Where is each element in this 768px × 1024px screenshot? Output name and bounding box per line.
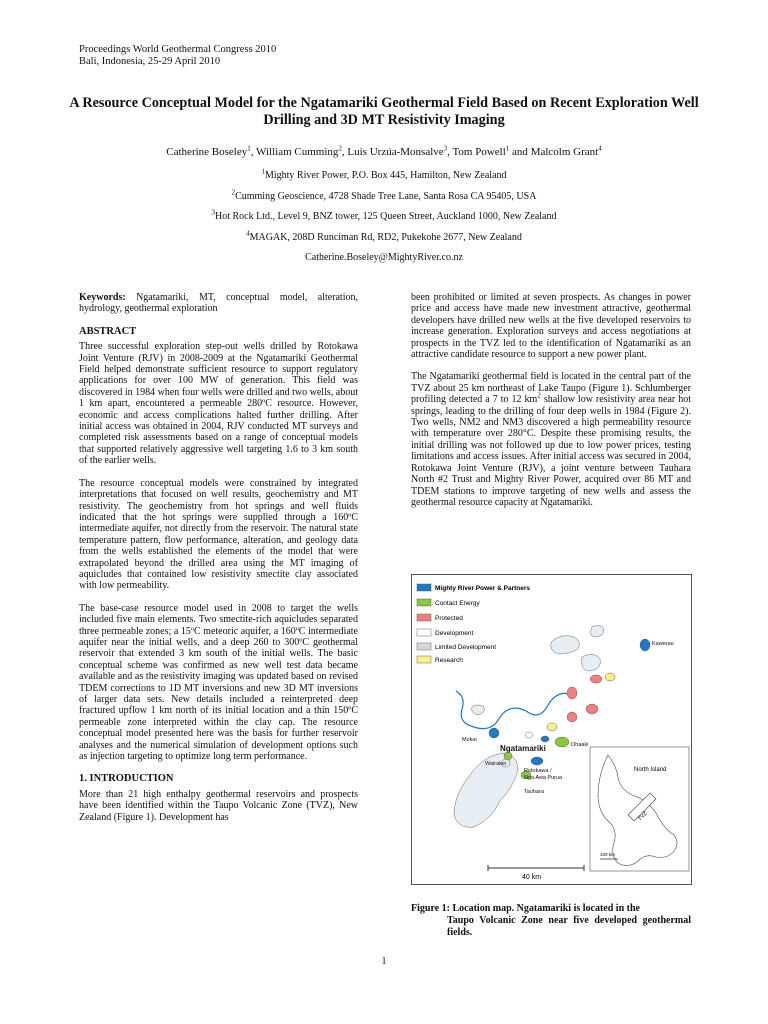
label-scale-100km: 100 km: [600, 852, 615, 857]
author-name: Malcolm Grant: [530, 146, 599, 158]
field-ngatamariki: [541, 736, 549, 742]
legend-label-limited: Limited Development: [435, 644, 497, 651]
introduction-paragraph-3: The Ngatamariki geothermal field is located in the central part of the TVZ about 25 km northeast of Lake Taupo (Figure 1). Schlumberger profiling detected a 7 to 12 $km^2$ shallow low resistivity area near hot springs, leading to the drilling of four deep wells in 1984 (Figure 2). Two wells, NM2 and NM3 discovered a high permeability resource with temperature over 280°C. Despite these promising results, the initial drilling was not followed up due to low power prices, testing limitations and access issues. After initial access was secured in 2004, Rotokawa Joint Venture (RJV), a joint venture between Tauhara North #2 Trust and Mighty River Power, acquired over 86 MT and TDEM stations to improve targeting of new wells and assess the geothermal resource capacity at Ngatamariki.: [411, 371, 691, 508]
field-rotokawa: [531, 757, 543, 765]
caption-lead: Figure 1: Location map. Ngatamariki is located in the: [411, 903, 640, 914]
author-name: Tom Powell: [452, 146, 506, 158]
author-separator: ,: [250, 146, 257, 158]
author-affiliation-mark: 2: [338, 144, 342, 153]
keywords: Keywords: Ngatamariki, MT, conceptual model, alteration, hydrology, geothermal exploration: [79, 292, 358, 315]
author-name: Luis Urzúa-Monsalve: [347, 146, 444, 158]
author-name: Catherine Boseley: [166, 146, 248, 158]
left-column: [79, 292, 358, 834]
location-map: [412, 575, 692, 885]
affiliation-3: $^3$Hot Rock Ltd., Level 9, BNZ tower, 125 Queen Street, Auckland 1000, New Zealand: [211, 208, 557, 223]
label-tvz: TVZ: [637, 810, 649, 823]
north-island-inset: [590, 747, 689, 871]
author-separator: ,: [341, 146, 348, 158]
field-protected-1: [590, 675, 602, 683]
caption-rest: Taupo Volcanic Zone near five developed geothermal fields.: [447, 915, 691, 938]
abstract-paragraph-1: Three successful exploration step-out wells drilled by Rotokawa Joint Venture (RJV) in 2008-2009 at the Ngatamariki Geothermal Field helped demonstrate sufficient resource to support regulatory applications for over 100 MW of generation. This field was discovered in 1984 when four wells were drilled and two wells, about 1 km apart, encountered a permeable 280ºC resource. However, economic and access complications halted further drilling. After initial access was obtained in 2004, RJV conducted MT surveys and completed risk assessments based on a range of conceptual models that supported relatively aggressive well targeting 1.6 to 3 km south of the earlier wells.: [79, 341, 358, 467]
label-ohaaki: Ohaaki: [571, 742, 589, 748]
introduction-heading: 1. INTRODUCTION: [79, 773, 174, 785]
author-separator: and: [509, 146, 531, 158]
field-development: [525, 732, 533, 738]
legend-label-contact: Contact Energy: [435, 600, 480, 607]
field-protected-2: [567, 687, 577, 699]
field-protected-4: [567, 712, 577, 722]
page-number: 1: [381, 956, 387, 967]
label-north-island: North Island: [634, 767, 667, 773]
legend-label-protected: Protected: [435, 615, 463, 622]
field-research-2: [547, 723, 557, 731]
label-rotokawa: Rotokawa /: [524, 768, 552, 774]
label-kawerau: Kawerau: [652, 641, 674, 647]
abstract-paragraph-3: The base-case resource model used in 2008 to target the wells included five main elements. Two smectite-rich aquicludes separated three permeable zones; a 15ºC meteoric aquifer, a 160ºC intermediate aquifer near the initial wells, and a deep 260 to 300ºC geothermal reservoir that extended 3 km south of the initial wells. The basic conceptual scheme was confirmed as new well test data became available and as the resistivity imaging was updated based on revised TDEM corrections to 1D MT inversions and new 3D MT inversions of larger data sets. New details included a reinterpreted deep fractured upflow 1 km north of its initial location and a thin 150ºC permeable zone interpreted within the clay cap. The resource conceptual model presented here was the basis for further reservoir analyses and the numerical simulation of development options such as injection targeting to optimize long term performance.: [79, 602, 358, 763]
field-ohaaki: [555, 737, 569, 747]
field-wairakei: [504, 752, 512, 760]
affiliation-2: $^2$Cumming Geoscience, 4728 Shade Tree Lane, Santa Rosa CA 95405, USA: [231, 188, 537, 202]
label-tauhara: Tauhara: [524, 789, 544, 795]
legend-label-research: Research: [435, 657, 463, 664]
paper-title: A Resource Conceptual Model for the Ngatamariki Geothermal Field Based on Recent Exploration Well Drilling and 3D MT Resistivity Imaging: [69, 95, 699, 128]
legend-label-mrp: Mighty River Power & Partners: [435, 585, 530, 592]
author-separator: ,: [447, 146, 453, 158]
legend-swatch-protected: [417, 614, 431, 621]
header-line-1: Proceedings World Geothermal Congress 2010: [79, 44, 277, 55]
location-map-figure: [411, 574, 692, 885]
affiliation-1: $^1$Mighty River Power, P.O. Box 445, Hamilton, New Zealand: [261, 167, 507, 181]
introduction-paragraph-1: More than 21 high enthalpy geothermal reservoirs and prospects have been identified within the Taupo Volcanic Zone (TVZ), New Zealand (Figure 1). Development has: [79, 788, 358, 823]
author-affiliation-mark: 4: [598, 144, 602, 153]
lakes: [454, 625, 604, 827]
contact-email[interactable]: Catherine.Boseley@MightyRiver.co.nz: [305, 252, 463, 264]
scale-bar: [488, 865, 584, 881]
author-affiliation-mark: 1: [505, 144, 510, 153]
field-kawerau: [640, 639, 650, 651]
legend-swatch-research: [417, 656, 431, 663]
field-research-1: [605, 673, 615, 681]
field-protected-3: [586, 704, 598, 714]
legend-swatch-contact: [417, 599, 431, 606]
legend-swatch-mrp: [417, 584, 431, 591]
field-mokai: [489, 728, 499, 738]
header-line-2: Bali, Indonesia, 25-29 April 2010: [79, 56, 221, 67]
abstract-heading: ABSTRACT: [79, 325, 137, 337]
legend-swatch-limited: [417, 643, 431, 650]
legend-label-development: Development: [435, 630, 474, 637]
author-affiliation-mark: 3: [443, 144, 448, 153]
label-mokai: Mokai: [462, 737, 477, 743]
introduction-paragraph-2: been prohibited or limited at seven prospects. As changes in power price and access have made new investment attractive, geothermal developers have drilled new wells at the five developed reservoirs to increase generation. Exploration surveys and access negotiations at prospects in the TVZ led to the identification of Ngatamariki as an attractive candidate resource to support a new power plant.: [411, 292, 691, 361]
affiliations: [60, 166, 708, 269]
author-affiliation-mark: 1: [247, 144, 251, 153]
label-nga-awa-purua: Nga Awa Purua: [524, 775, 563, 781]
label-wairakei: Wairakei: [485, 761, 507, 767]
right-column: [411, 292, 691, 519]
author-name: William Cumming: [256, 146, 339, 158]
affiliation-4: $^4$MAGAK, 208D Runciman Rd, RD2, Pukekohe 2677, New Zealand: [246, 229, 522, 243]
legend-swatch-development: [417, 629, 431, 636]
label-scale-40km: 40 km: [522, 874, 542, 881]
author-list: [60, 146, 708, 159]
label-ngatamariki: Ngatamariki: [500, 744, 546, 753]
abstract-paragraph-2: The resource conceptual models were constrained by integrated interpretations that focused on well results, geochemistry and MT resistivity. The geochemistry from hot springs and well fluids indicated that the hot springs were supplied through a 160ºC intermediate aquifer, not directly from the reservoir. The natural state temperature pattern, flow performance, alteration, and geology data from the wells established the elements of the model that were extrapolated beyond the drilled area using the MT imaging of aquicludes that contained low resistivity smectite clay associated with low permeability.: [79, 477, 358, 592]
proceedings-header: [79, 44, 276, 68]
figure-caption: [411, 903, 691, 939]
map-legend: [417, 584, 530, 664]
